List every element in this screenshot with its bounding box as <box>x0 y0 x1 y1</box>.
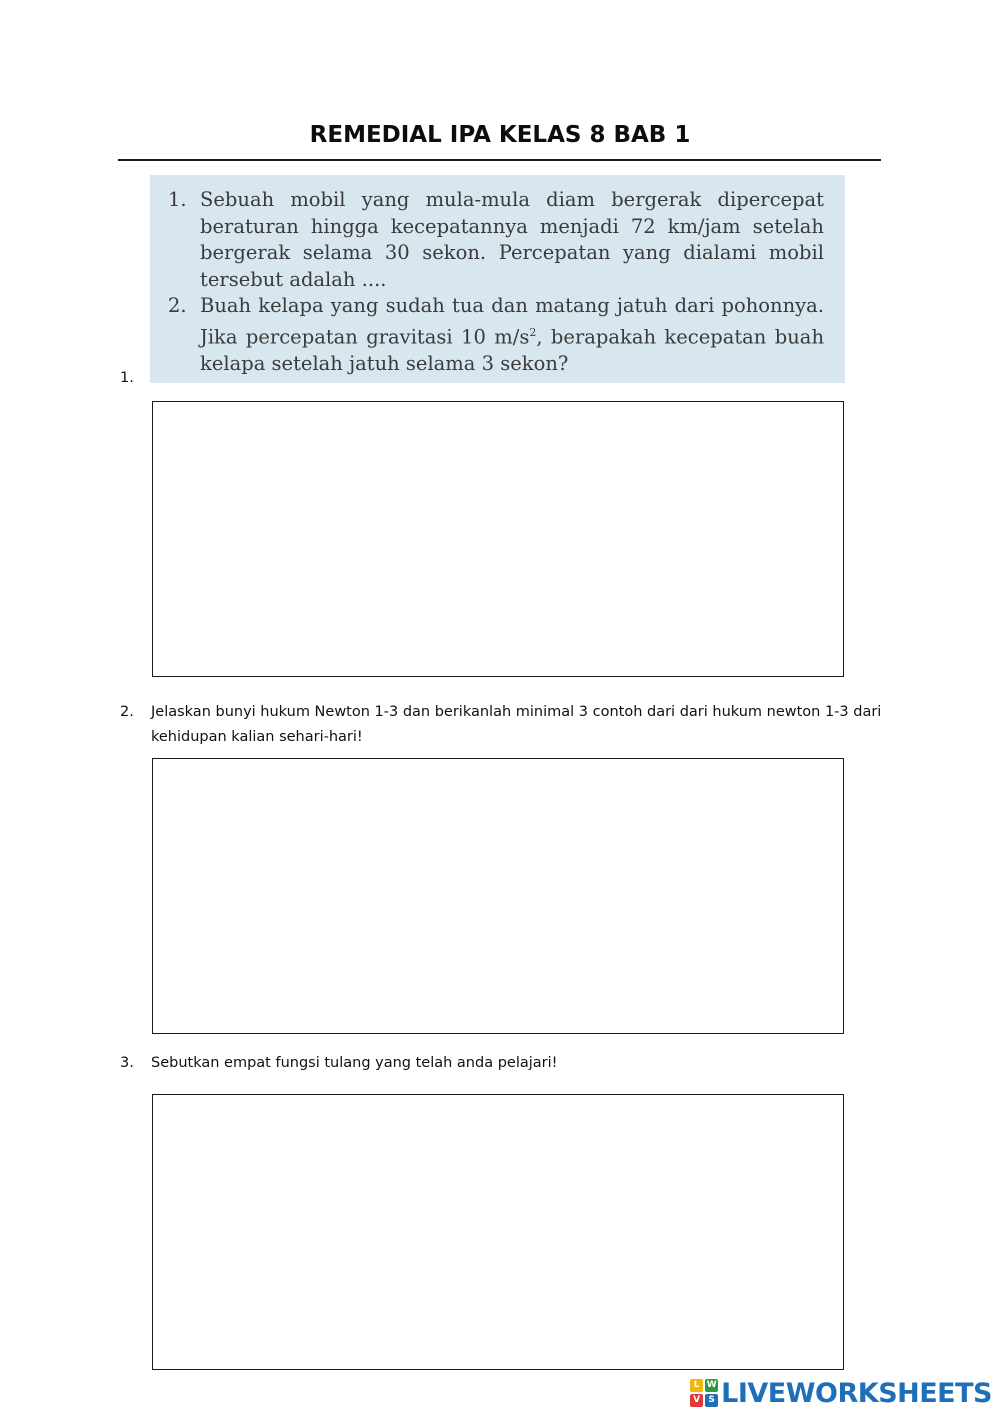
excerpt-item-text: Sebuah mobil yang mula-mula diam bergerak dipercepat beraturan hingga kecepatannya menjadi 72 km/jam setelah bergerak selama 30 sekon. Percepatan yang dialami mobil tersebut adalah .... <box>200 188 824 291</box>
answer-box-3[interactable] <box>152 1094 844 1370</box>
logo-cell: W <box>706 1380 717 1390</box>
question-text: Jelaskan bunyi hukum Newton 1-3 dan berikanlah minimal 3 contoh dari dari hukum newton 1-3 dari kehidupan kalian sehari-hari! <box>151 704 882 745</box>
excerpt-text-part: Buah kelapa yang sudah tua dan matang jatuh dari pohonnya. Jika percepatan gravitasi 10 m/s <box>200 294 824 348</box>
title-divider <box>118 159 881 161</box>
logo-cell: S <box>705 1394 718 1407</box>
liveworksheets-logo-icon <box>690 1379 718 1407</box>
excerpt-item-text <box>200 293 824 377</box>
answer-box-1[interactable] <box>152 401 844 677</box>
excerpt-item-2 <box>168 293 824 377</box>
question-number: 3. <box>120 1055 134 1071</box>
answer-box-2[interactable] <box>152 758 844 1034</box>
question-number: 2. <box>120 704 134 720</box>
superscript: 2 <box>529 325 537 339</box>
liveworksheets-brand[interactable] <box>690 1377 992 1409</box>
brand-name: LIVEWORKSHEETS <box>721 1377 992 1409</box>
worksheet-title: REMEDIAL IPA KELAS 8 BAB 1 <box>309 122 691 148</box>
excerpt-text-part: , berapakah kecepatan buah kelapa setelah jatuh selama 3 sekon? <box>200 325 824 375</box>
textbook-excerpt <box>150 175 845 383</box>
logo-cell: V <box>690 1394 703 1407</box>
logo-cell: L <box>690 1379 703 1392</box>
question-text: Sebutkan empat fungsi tulang yang telah anda pelajari! <box>151 1055 558 1071</box>
question-number: 1. <box>120 370 134 386</box>
excerpt-item-number: 2. <box>168 294 187 317</box>
excerpt-item-1 <box>168 187 824 293</box>
excerpt-item-number: 1. <box>168 188 187 211</box>
